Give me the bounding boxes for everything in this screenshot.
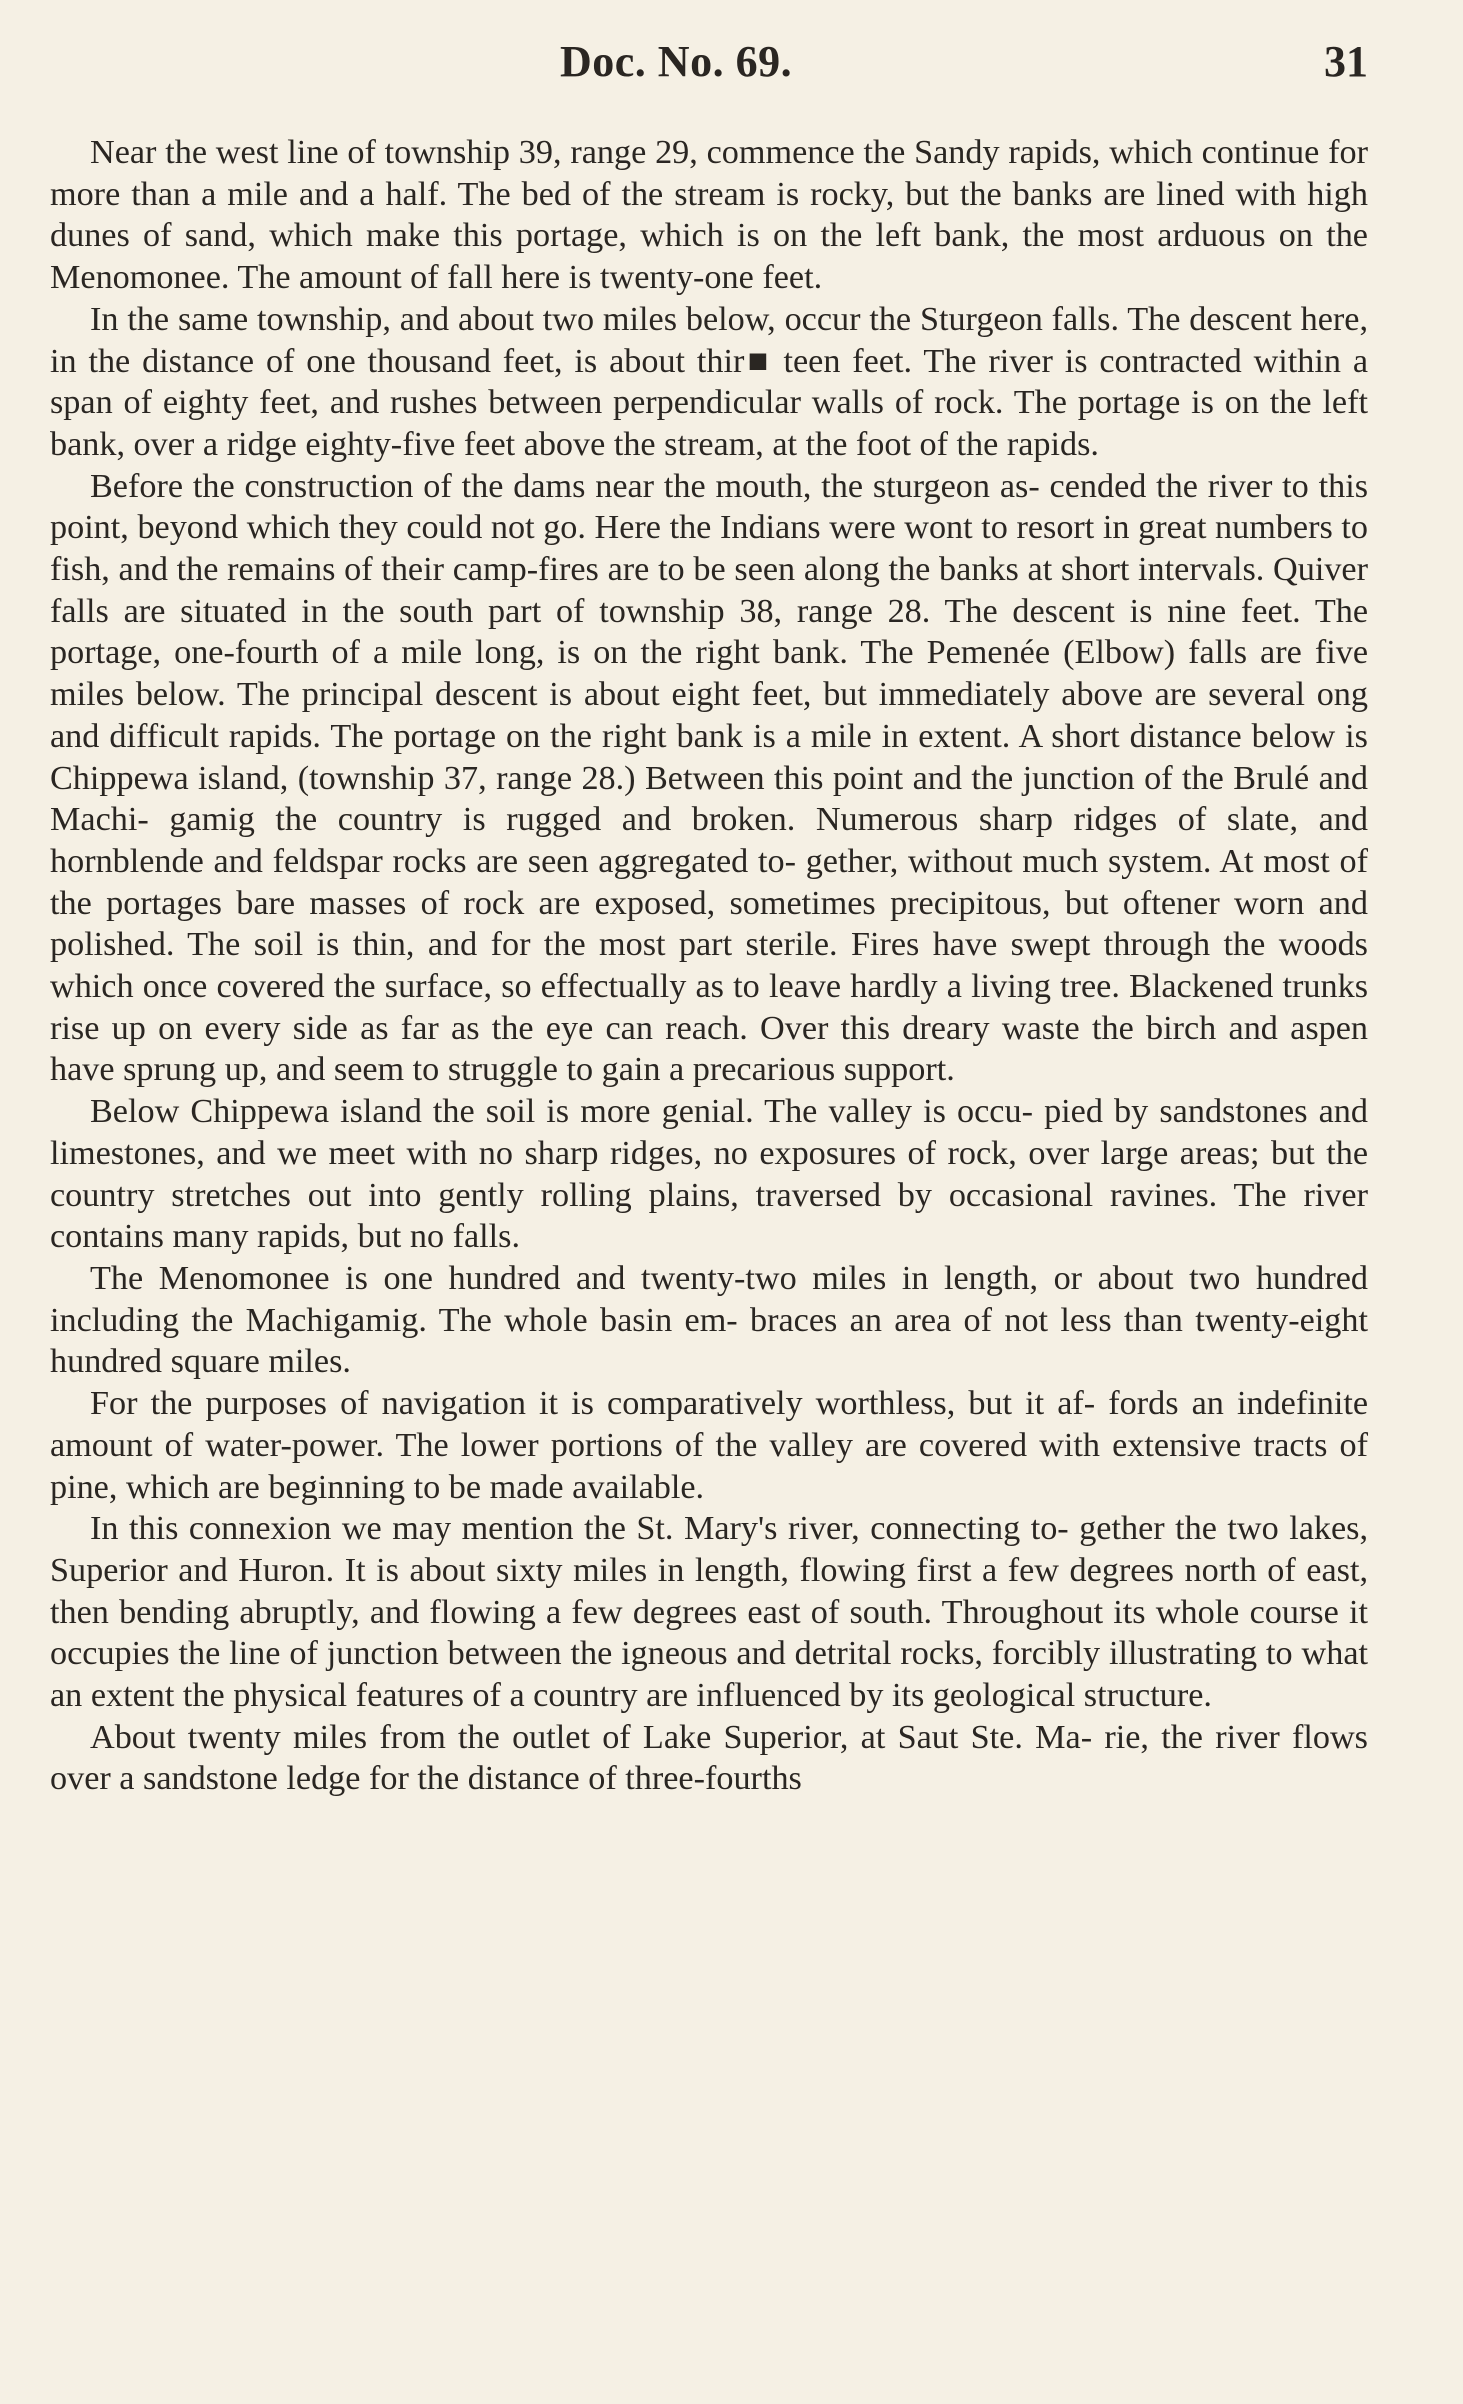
paragraph: For the purposes of navigation it is comparatively worthless, but it af- fords an indefinite amount of water-power. The lower portions of the valley are covered with extensive tracts of pine, which are beginning to be made available. xyxy=(50,1385,1368,1506)
body-text xyxy=(50,132,1368,1800)
paragraph: Below Chippewa island the soil is more genial. The valley is occu- pied by sandstones and limestones, and we meet with no sharp ridges, no exposures of rock, over large areas; but the country stretches out into gently rolling plains, traversed by occasional ravines. The river contains many rapids, but no falls. xyxy=(50,1093,1368,1256)
paragraph: Before the construction of the dams near the mouth, the sturgeon as- cended the river to this point, beyond which they could not go. Here the Indians were wont to resort in great numbers to fish, and the remains of their camp-fires are to be seen along the banks at short intervals. Quiver falls are situated in the south part of township 38, range 28. The descent is nine feet. The portage, one-fourth of a mile long, is on the right bank. The Pemenée (Elbow) falls are five miles below. The principal descent is about eight feet, but immediately above are several ong and difficult rapids. The portage on the right bank is a mile in extent. A short distance below is Chippewa island, (township 37, range 28.) Between this point and the junction of the Brulé and Machi- gamig the country is rugged and broken. Numerous sharp ridges of slate, and hornblende and feldspar rocks are seen aggregated to- gether, without much system. At most of the portages bare masses of rock are exposed, sometimes precipitous, but oftener worn and polished. The soil is thin, and for the most part sterile. Fires have swept through the woods which once covered the surface, so effectually as to leave hardly a living tree. Blackened trunks rise up on every side as far as the eye can reach. Over this dreary waste the birch and aspen have sprung up, and seem to struggle to gain a precarious support. xyxy=(50,467,1368,1089)
paragraph: Near the west line of township 39, range 29, commence the Sandy rapids, which continue for more than a mile and a half. The bed of the stream is rocky, but the banks are lined with high dunes of sand, which make this portage, which is on the left bank, the most arduous on the Menomonee. The amount of fall here is twenty-one feet. xyxy=(50,134,1368,297)
document-number: Doc. No. 69. xyxy=(560,37,793,86)
paragraph: In the same township, and about two miles below, occur the Sturgeon falls. The descent here, in the distance of one thousand feet, is about thir■ teen feet. The river is contracted within a span of eighty feet, and rushes between perpendicular walls of rock. The portage is on the left bank, over a ridge eighty-five feet above the stream, at the foot of the rapids. xyxy=(50,300,1368,463)
paragraph: In this connexion we may mention the St. Mary's river, connecting to- gether the two lakes, Superior and Huron. It is about sixty miles in length, flowing first a few degrees north of east, then bending abruptly, and flowing a few degrees east of south. Throughout its whole course it occupies the line of junction between the igneous and detrital rocks, forcibly illustrating to what an extent the physical features of a country are influenced by its geological structure. xyxy=(50,1510,1368,1715)
paragraph: The Menomonee is one hundred and twenty-two miles in length, or about two hundred including the Machigamig. The whole basin em- braces an area of not less than twenty-eight hundred square miles. xyxy=(50,1259,1368,1381)
page-number: 31 xyxy=(1324,37,1368,86)
paragraph: About twenty miles from the outlet of Lake Superior, at Saut Ste. Ma- rie, the river flows over a sandstone ledge for the distance of three-fourths xyxy=(50,1718,1368,1798)
page-header xyxy=(50,36,1368,96)
